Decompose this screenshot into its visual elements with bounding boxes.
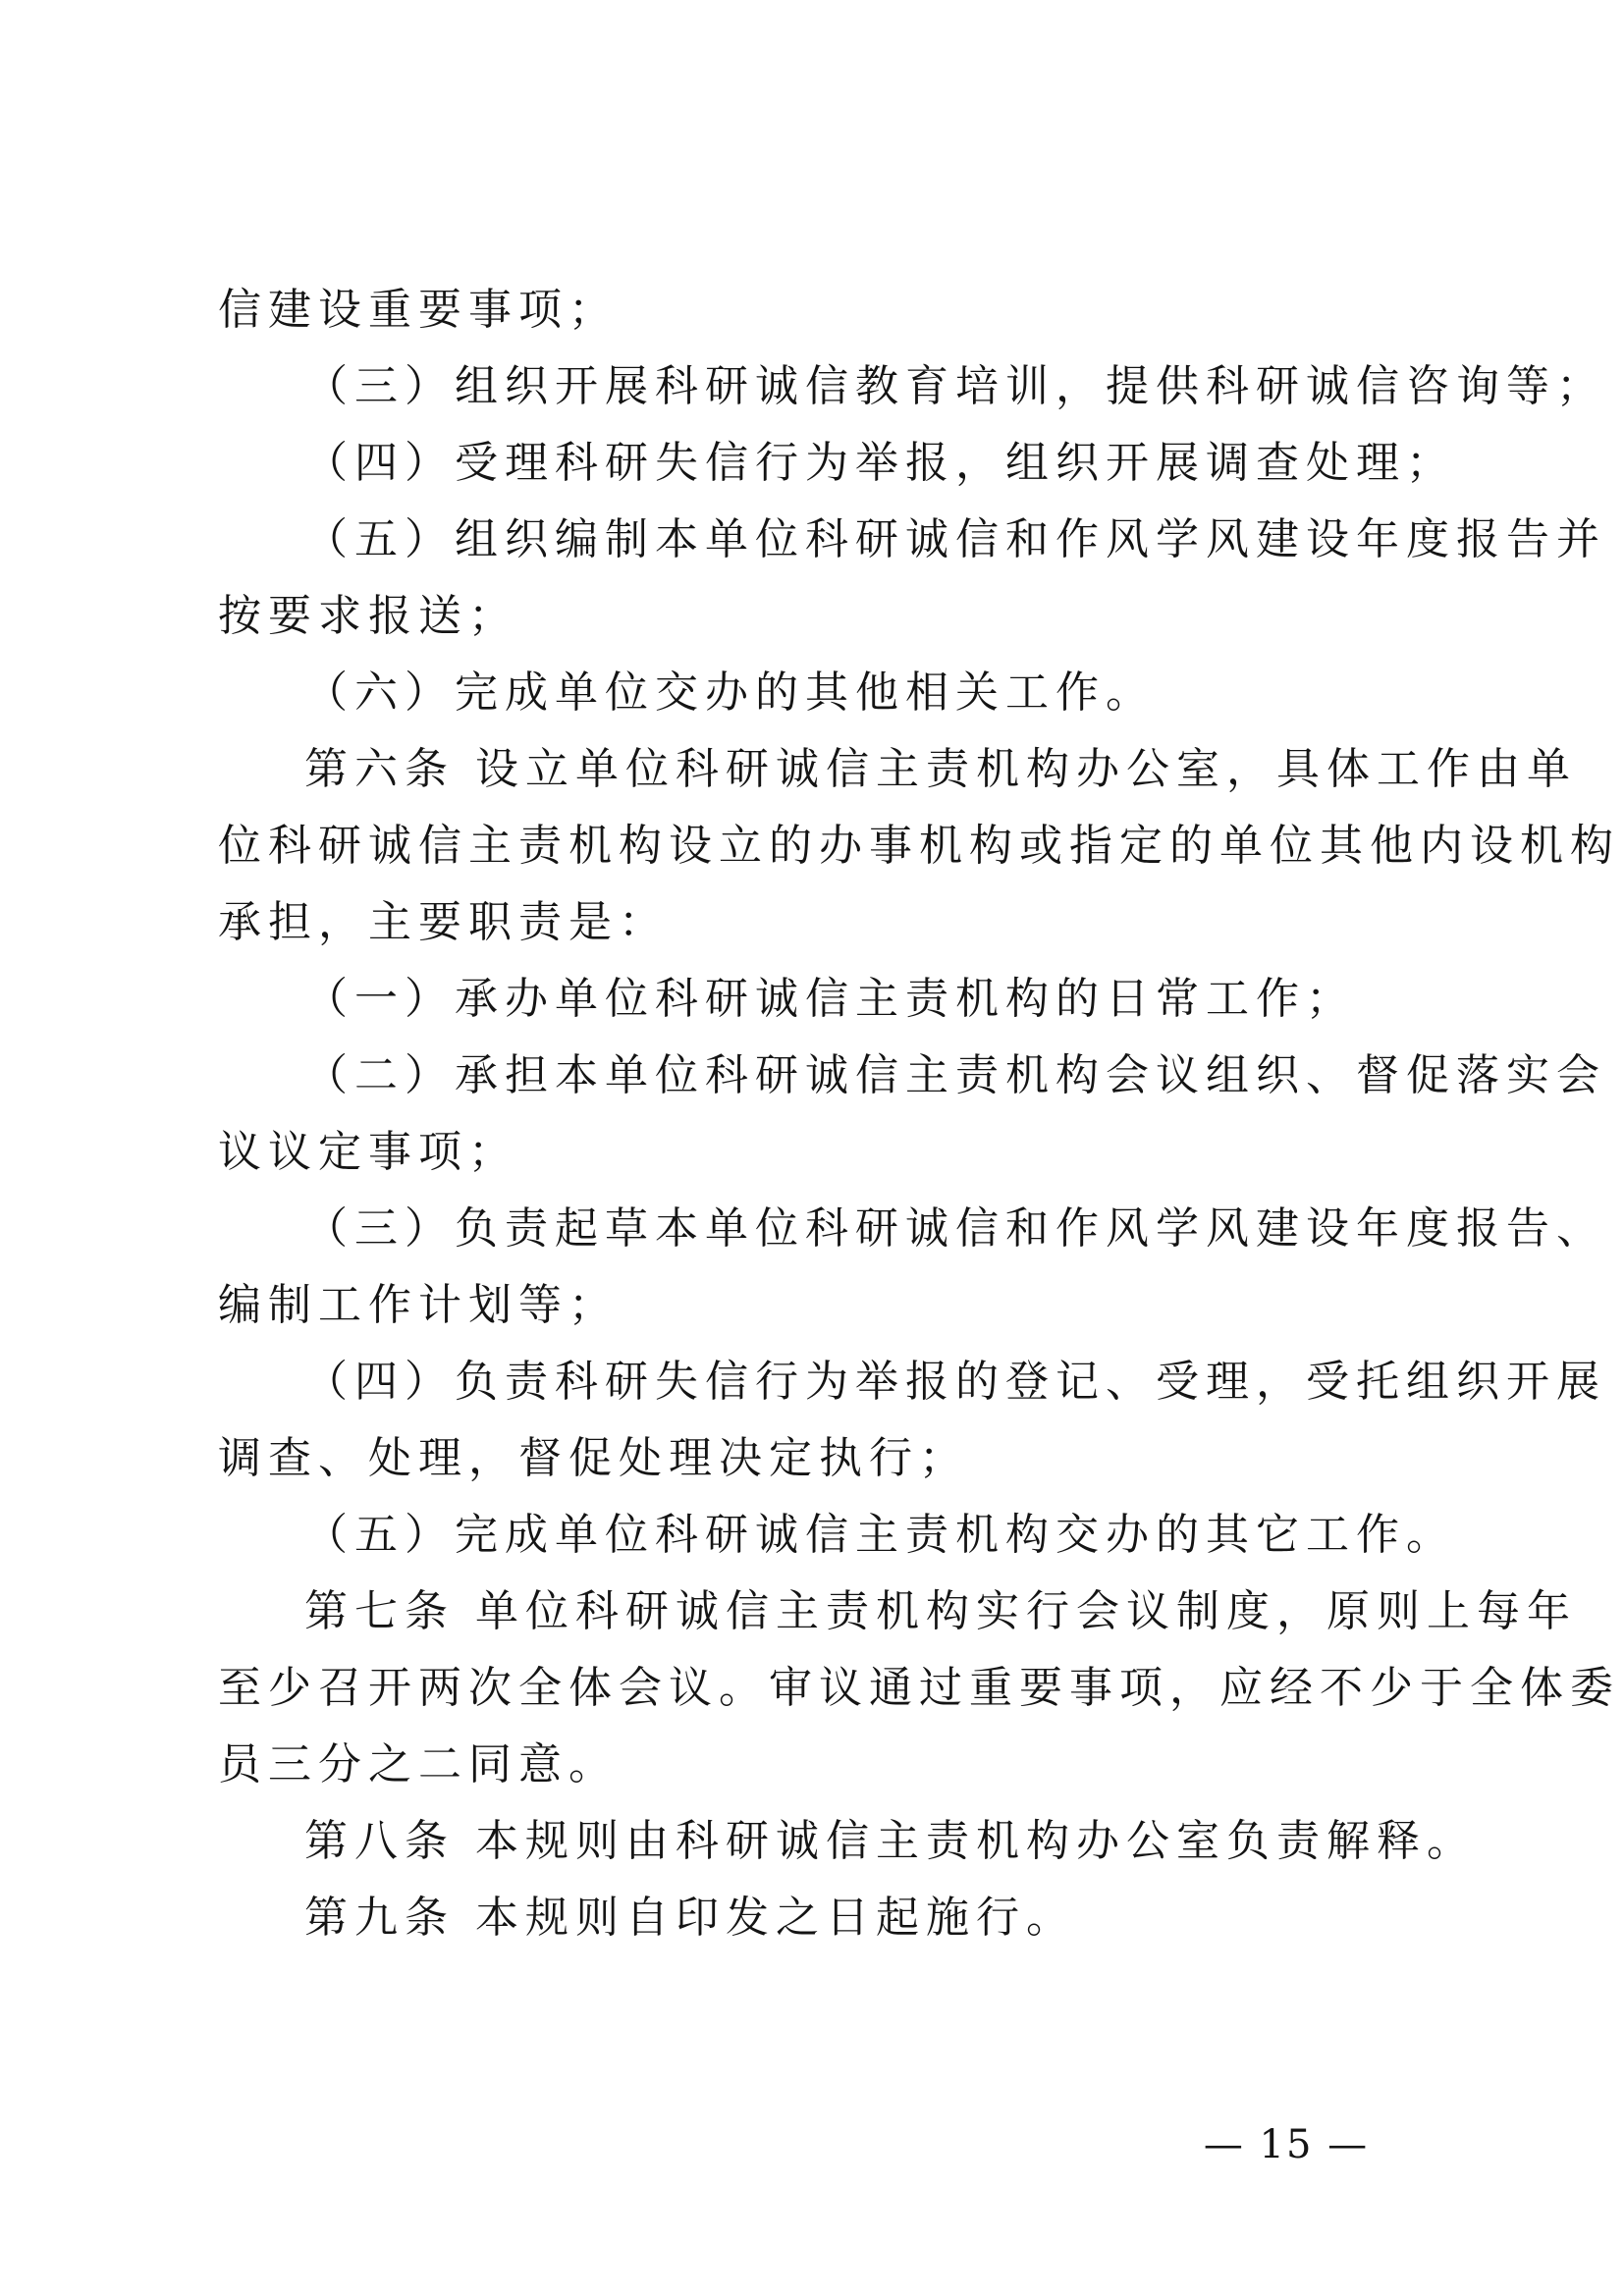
text-line: 信建设重要事项；: [218, 285, 619, 335]
article-heading-line: 第六条 设立单位科研诚信主责机构办公室，具体工作由单: [304, 744, 1577, 794]
text-line: 至少召开两次全体会议。审议通过重要事项，应经不少于全体委: [218, 1663, 1620, 1713]
text-line: （二）承担本单位科研诚信主责机构会议组织、督促落实会: [304, 1050, 1606, 1100]
text-line: 编制工作计划等；: [218, 1280, 619, 1330]
text-line: 承担，主要职责是：: [218, 897, 669, 947]
text-line: （五）组织编制本单位科研诚信和作风学风建设年度报告并: [304, 514, 1606, 564]
text-line: （一）承办单位科研诚信主责机构的日常工作；: [304, 974, 1356, 1024]
article-heading-line: 第七条 单位科研诚信主责机构实行会议制度，原则上每年: [304, 1586, 1577, 1636]
article-heading-line: 第九条 本规则自印发之日起施行。: [304, 1893, 1076, 1943]
text-line: （三）组织开展科研诚信教育培训，提供科研诚信咨询等；: [304, 361, 1606, 411]
text-line: （四）负责科研失信行为举报的登记、受理，受托组织开展: [304, 1357, 1606, 1407]
text-line: 调查、处理，督促处理决定执行；: [218, 1433, 969, 1483]
text-line: （五）完成单位科研诚信主责机构交办的其它工作。: [304, 1510, 1456, 1560]
text-line: 按要求报送；: [218, 591, 518, 641]
text-line: （三）负责起草本单位科研诚信和作风学风建设年度报告、: [304, 1203, 1606, 1254]
text-line: （六）完成单位交办的其他相关工作。: [304, 667, 1156, 718]
text-line: 议议定事项；: [218, 1127, 518, 1177]
text-line: 员三分之二同意。: [218, 1739, 619, 1789]
text-line: 位科研诚信主责机构设立的办事机构或指定的单位其他内设机构: [218, 821, 1620, 871]
article-heading-line: 第八条 本规则由科研诚信主责机构办公室负责解释。: [304, 1816, 1477, 1866]
text-line: （四）受理科研失信行为举报，组织开展调查处理；: [304, 438, 1456, 488]
page-number: — 15 —: [1203, 2122, 1370, 2167]
